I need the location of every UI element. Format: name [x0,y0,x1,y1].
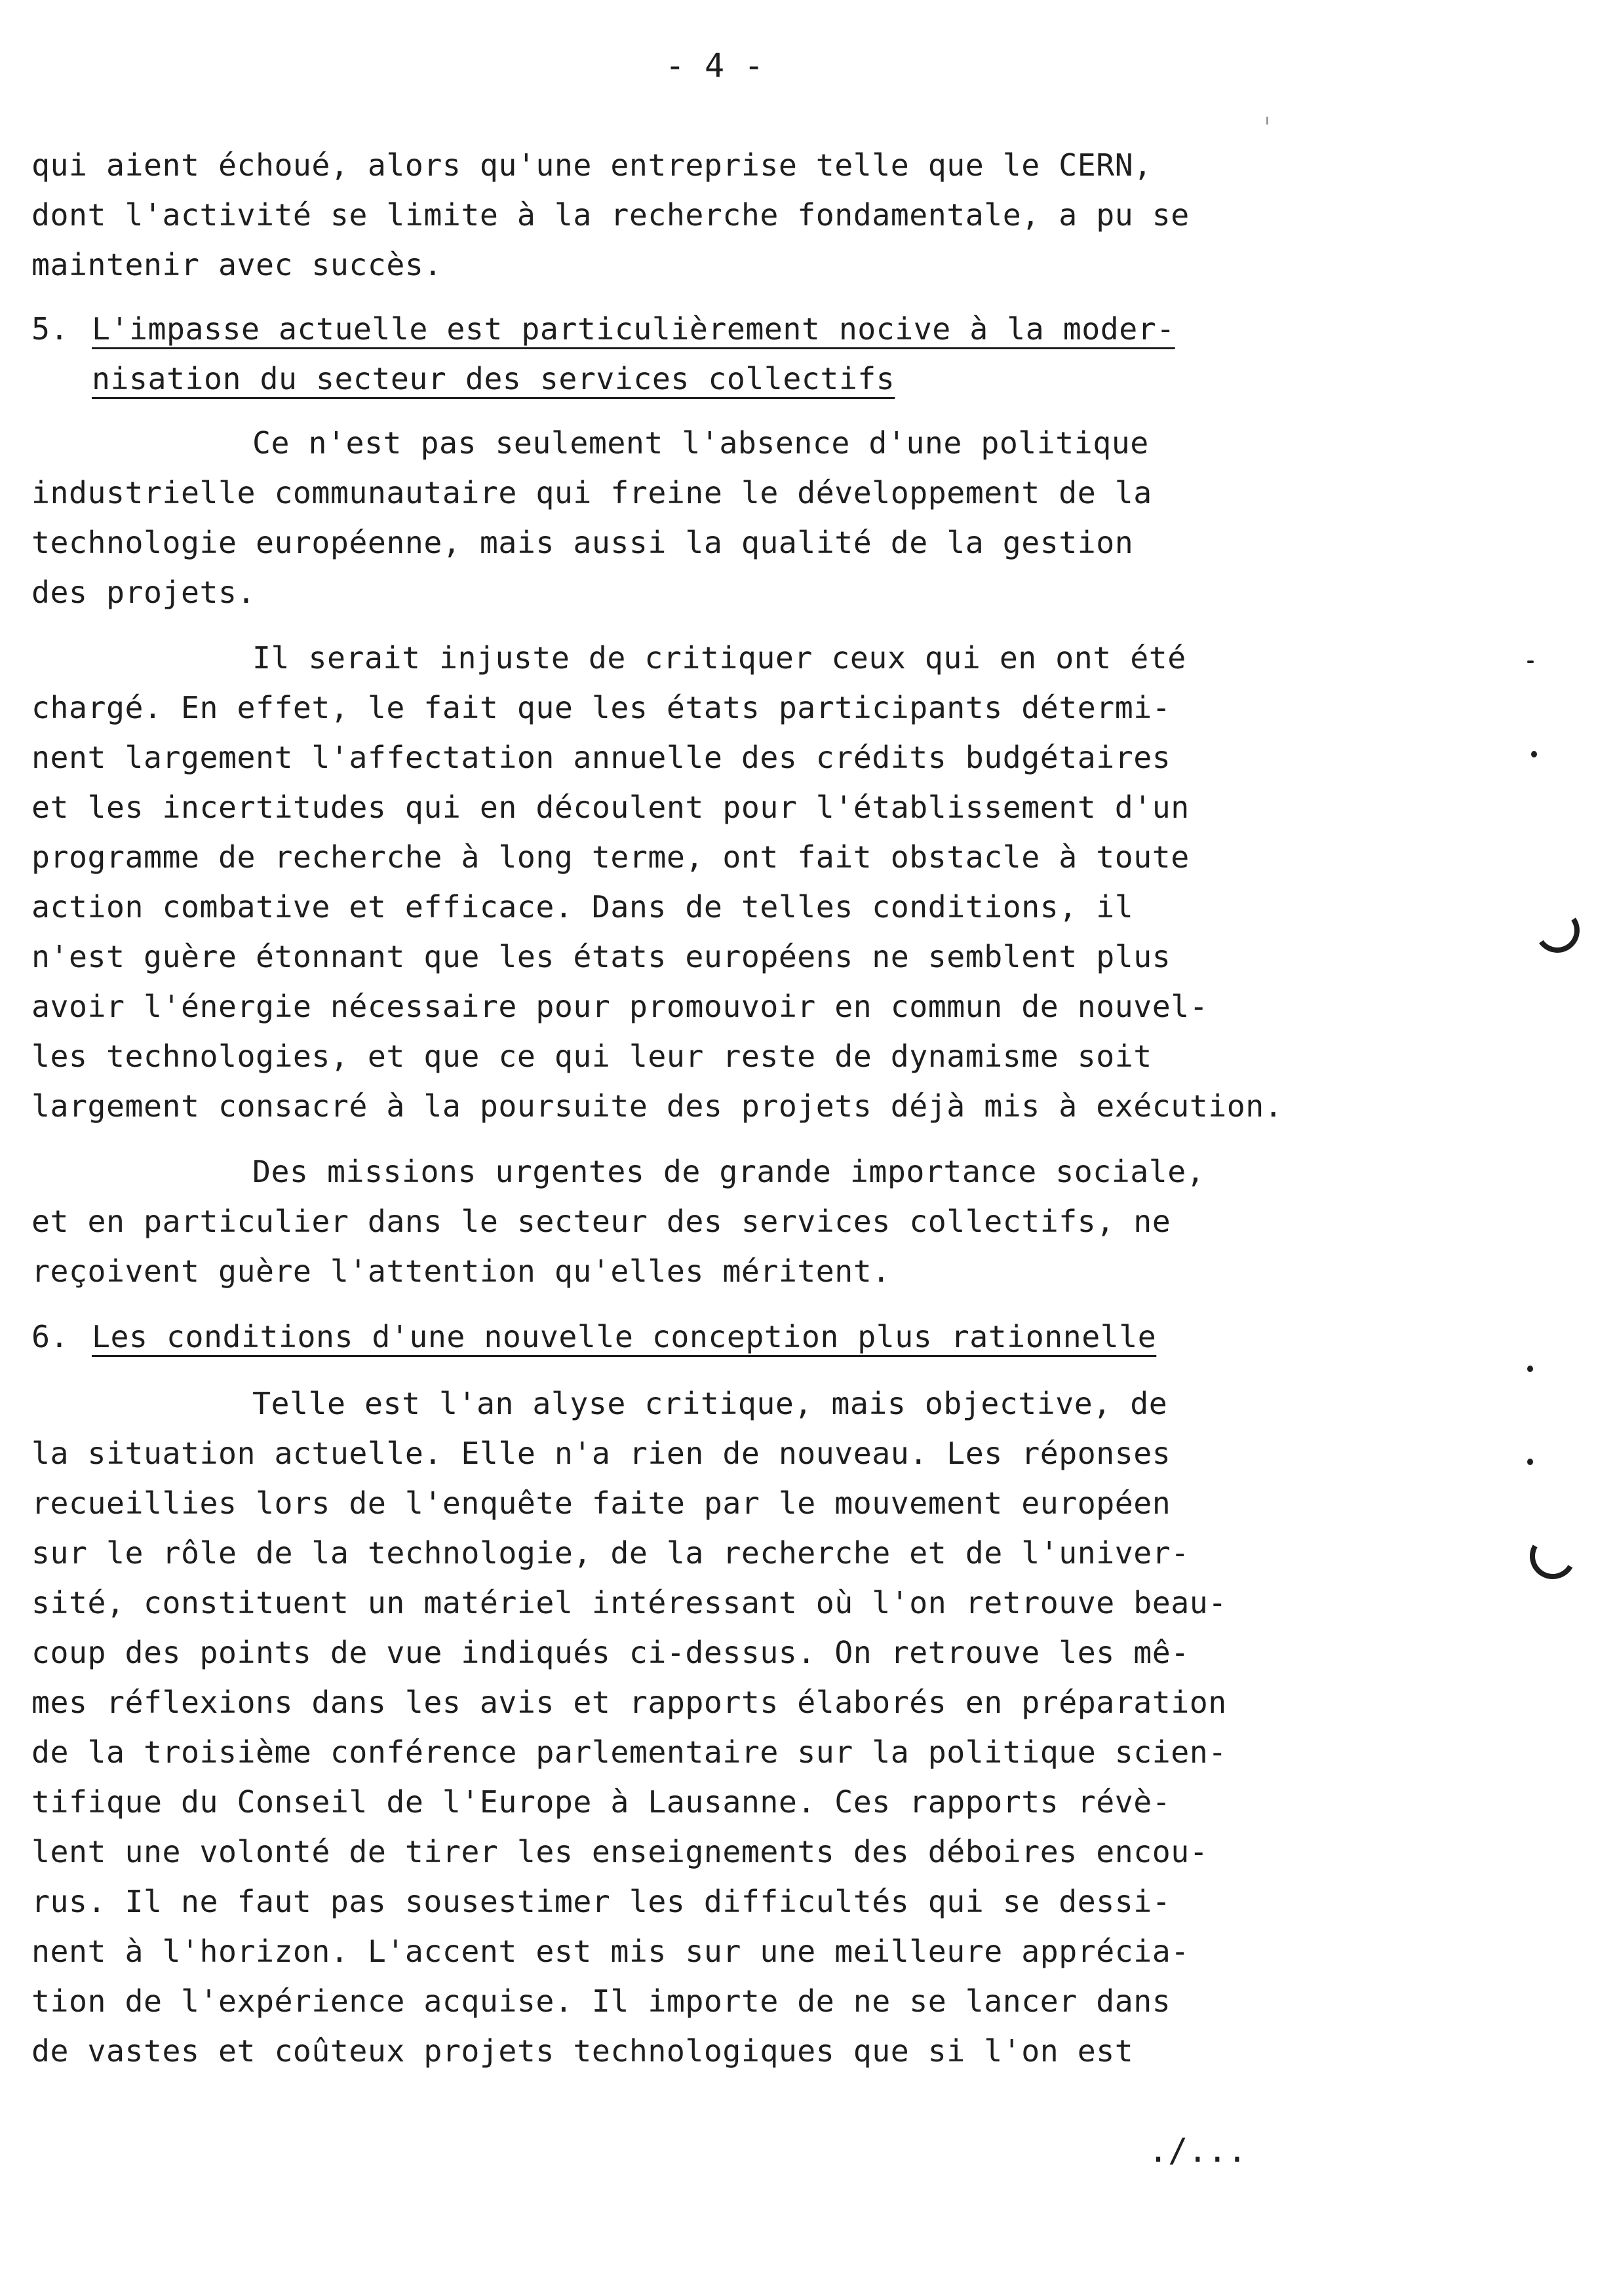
text-line: sité, constituent un matériel intéressant où l'on retrouve beau- [31,1585,1227,1620]
text-line: reçoivent guère l'attention qu'elles méritent. [31,1253,891,1289]
scan-mark [1527,1459,1533,1465]
text-line: la situation actuelle. Elle n'a rien de nouveau. Les réponses [31,1436,1171,1471]
text-line: de la troisième conférence parlementaire sur la politique scien- [31,1734,1227,1770]
text-line: technologie européenne, mais aussi la qualité de la gestion [31,525,1134,560]
text-line: programme de recherche à long terme, ont fait obstacle à toute [31,839,1190,875]
section-6-number: 6. [31,1319,69,1354]
scan-mark [1531,751,1537,757]
text-line: industrielle communautaire qui freine le développement de la [31,475,1152,510]
text-line: largement consacré à la poursuite des projets déjà mis à exécution. [31,1088,1283,1124]
scan-mark [1266,117,1268,124]
binder-ring-mark [1532,905,1584,957]
binder-ring-mark [1525,1528,1581,1584]
text-line: et en particulier dans le secteur des services collectifs, ne [31,1204,1171,1239]
continuation-marker: ./... [1148,2132,1247,2170]
text-line: coup des points de vue indiqués ci-dessus. On retrouve les mê- [31,1635,1190,1670]
text-line: de vastes et coûteux projets technologiques que si l'on est [31,2033,1134,2069]
text-line: qui aient échoué, alors qu'une entreprise telle que le CERN, [31,147,1152,183]
text-line: tion de l'expérience acquise. Il importe de ne se lancer dans [31,1983,1171,2019]
text-line: les technologies, et que ce qui leur reste de dynamisme soit [31,1039,1152,1074]
section-6-title-line-1: Les conditions d'une nouvelle conception plus rationnelle [92,1319,1157,1354]
text-line: Des missions urgentes de grande importance sociale, [252,1154,1205,1189]
section-5-title-line-2: nisation du secteur des services collectifs [92,361,895,396]
text-line: maintenir avec succès. [31,247,442,282]
text-line: mes réflexions dans les avis et rapports élaborés en préparation [31,1685,1227,1720]
text-line: lent une volonté de tirer les enseignements des déboires encou- [31,1834,1209,1869]
text-line: nent à l'horizon. L'accent est mis sur une meilleure apprécia- [31,1934,1190,1969]
text-line: recueillies lors de l'enquête faite par le mouvement européen [31,1485,1171,1521]
text-line: sur le rôle de la technologie, de la recherche et de l'univer- [31,1535,1190,1571]
text-line: et les incertitudes qui en découlent pour l'établissement d'un [31,790,1190,825]
text-line: dont l'activité se limite à la recherche fondamentale, a pu se [31,197,1190,233]
text-line: Il serait injuste de critiquer ceux qui en ont été [252,640,1186,676]
text-line: des projets. [31,575,256,610]
text-line: Ce n'est pas seulement l'absence d'une politique [252,425,1149,461]
text-line: chargé. En effet, le fait que les états participants détermi- [31,690,1171,725]
scan-mark [1527,660,1534,663]
text-line: Telle est l'an alyse critique, mais objective, de [252,1386,1168,1421]
section-5-title-line-1: L'impasse actuelle est particulièrement nocive à la moder- [92,311,1175,347]
text-line: n'est guère étonnant que les états européens ne semblent plus [31,939,1171,974]
section-5-number: 5. [31,311,69,347]
text-line: tifique du Conseil de l'Europe à Lausanne. Ces rapports révè- [31,1784,1171,1820]
page-number: - 4 - [665,47,764,85]
text-line: nent largement l'affectation annuelle des crédits budgétaires [31,740,1171,775]
scan-mark [1527,1366,1533,1372]
text-line: rus. Il ne faut pas sousestimer les difficultés qui se dessi- [31,1884,1171,1919]
text-line: action combative et efficace. Dans de telles conditions, il [31,889,1134,925]
text-line: avoir l'énergie nécessaire pour promouvoir en commun de nouvel- [31,989,1209,1024]
